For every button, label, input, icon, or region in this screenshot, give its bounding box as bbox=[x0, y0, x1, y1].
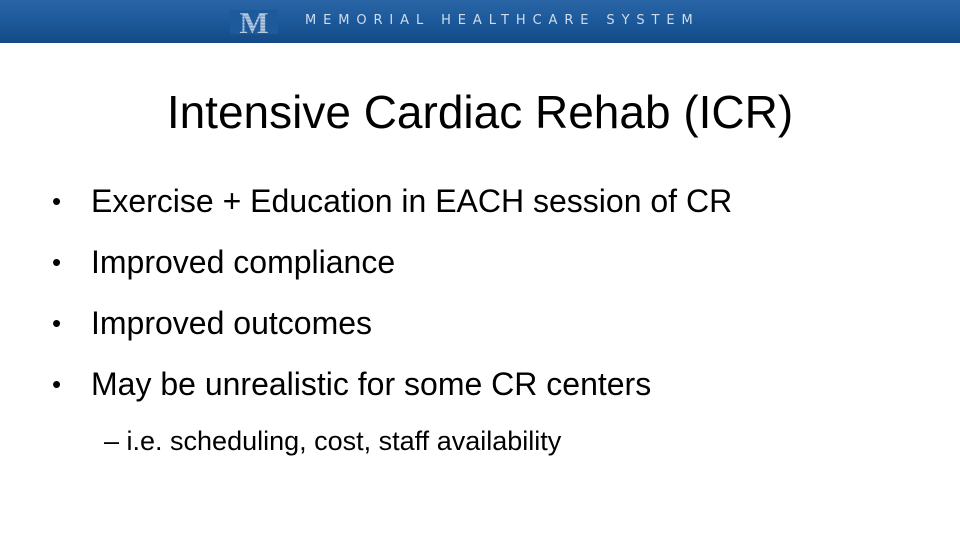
memorial-m-logo-icon bbox=[230, 8, 278, 36]
slide-title: Intensive Cardiac Rehab (ICR) bbox=[166, 86, 794, 138]
bullet-text: May be unrealistic for some CR centers bbox=[91, 366, 652, 402]
header-banner bbox=[0, 0, 960, 43]
logo-letter: M bbox=[239, 8, 269, 36]
bullet-dot-icon: • bbox=[52, 308, 62, 338]
sub-bullet: – i.e. scheduling, cost, staff availability bbox=[104, 426, 562, 456]
bullet-text: Exercise + Education in EACH session of CR bbox=[91, 183, 733, 219]
bullet-dot-icon: • bbox=[52, 186, 62, 216]
organization-name: MEMORIAL HEALTHCARE SYSTEM bbox=[305, 13, 700, 28]
bullet-text: Improved outcomes bbox=[91, 305, 373, 341]
bullet-text: Improved compliance bbox=[91, 244, 396, 280]
bullet-dot-icon: • bbox=[52, 247, 62, 277]
bullet-dot-icon: • bbox=[52, 369, 62, 399]
